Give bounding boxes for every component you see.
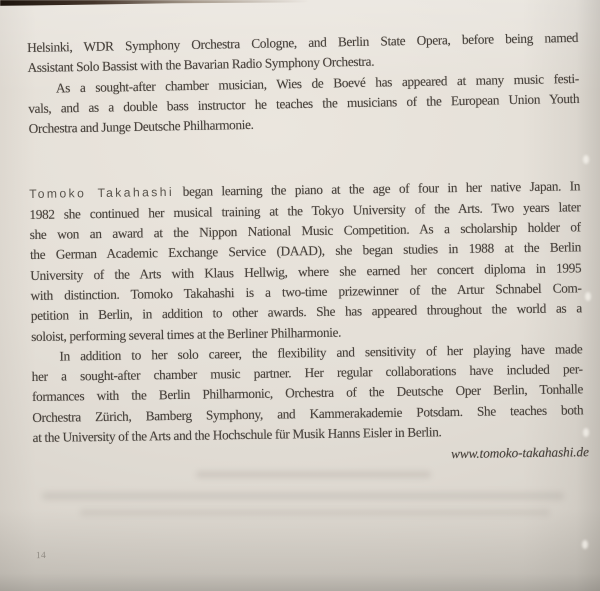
text-line: with distinction. Tomoko Takahashi is a two-time prizewinner of the Artur Schnabel Com- <box>30 280 582 303</box>
text-line: formances with the Berlin Philharmonic, Orchestra of the Deutsche Oper Berlin, Tonhalle <box>31 381 584 405</box>
text-line: Orchestra and Junge Deutsche Philharmonie. <box>28 117 254 137</box>
paper-fleck <box>582 540 588 549</box>
text-line: the German Academic Exchange Service (DAAD), she began studies in 1988 at the Berlin <box>29 239 582 263</box>
text-line: at the University of the Arts and the Hochschule für Musik Hanns Eisler in Berlin. <box>32 424 442 446</box>
text-line: vals, and as a double bass instructor he teaches the musicians of the European Union Youth <box>28 90 580 116</box>
photo-top-edge-shadow <box>0 0 430 6</box>
page-number: 14 <box>35 550 46 562</box>
page-showthrough-line <box>80 509 550 516</box>
text-line-continuation: began learning the piano at the age of four in her native Japan. In <box>173 178 581 200</box>
text-line: University of the Arts with Klaus Hellwig, where she earned her concert diploma in 1995 <box>30 259 582 283</box>
text-line: Orchestra Zürich, Bamberg Symphony, and Kammerakademie Potsdam. She teaches both <box>32 402 584 425</box>
person-name-heading: Tomoko Takahashi <box>29 185 175 202</box>
text-line: her a sought-after chamber music partner. Her regular collaborations have included per- <box>31 361 583 385</box>
bio-wies-paragraph <box>27 28 580 140</box>
bio-tomoko-paragraph-1 <box>29 177 582 347</box>
page-text-block <box>27 29 589 470</box>
paper-fleck <box>585 292 591 301</box>
text-line: petition in Berlin, in addition to other awards. She has appeared throughout the world as a <box>30 300 582 324</box>
text-line: Helsinki, WDR Symphony Orchestra Cologne, and Berlin State Opera, before being named <box>27 29 579 55</box>
text-line: 1982 she continued her musical training at the Tokyo University of the Arts. Two years later <box>29 199 581 222</box>
text-line: soloist, performing several times at the Berliner Philharmonie. <box>31 324 342 344</box>
text-line: Assistant Solo Bassist with the Bavarian Radio Symphony Orchestra. <box>27 53 375 76</box>
page-showthrough-line <box>196 471 431 478</box>
text-line: As a sought-after chamber musician, Wies de Boevé has appeared at many music festi- <box>55 70 579 96</box>
text-line: she won an award at the Nippon National Music Competition. As a scholarship holder of <box>29 219 581 243</box>
page-showthrough-line <box>42 492 564 500</box>
paper-fleck <box>583 155 589 164</box>
website-url: www.tomoko-takahashi.de <box>450 444 589 462</box>
paper-fleck <box>583 428 589 437</box>
text-line: In addition to her solo career, the flexibility and sensitivity of her playing have made <box>59 341 583 364</box>
bio-tomoko-paragraph-2 <box>31 339 583 448</box>
